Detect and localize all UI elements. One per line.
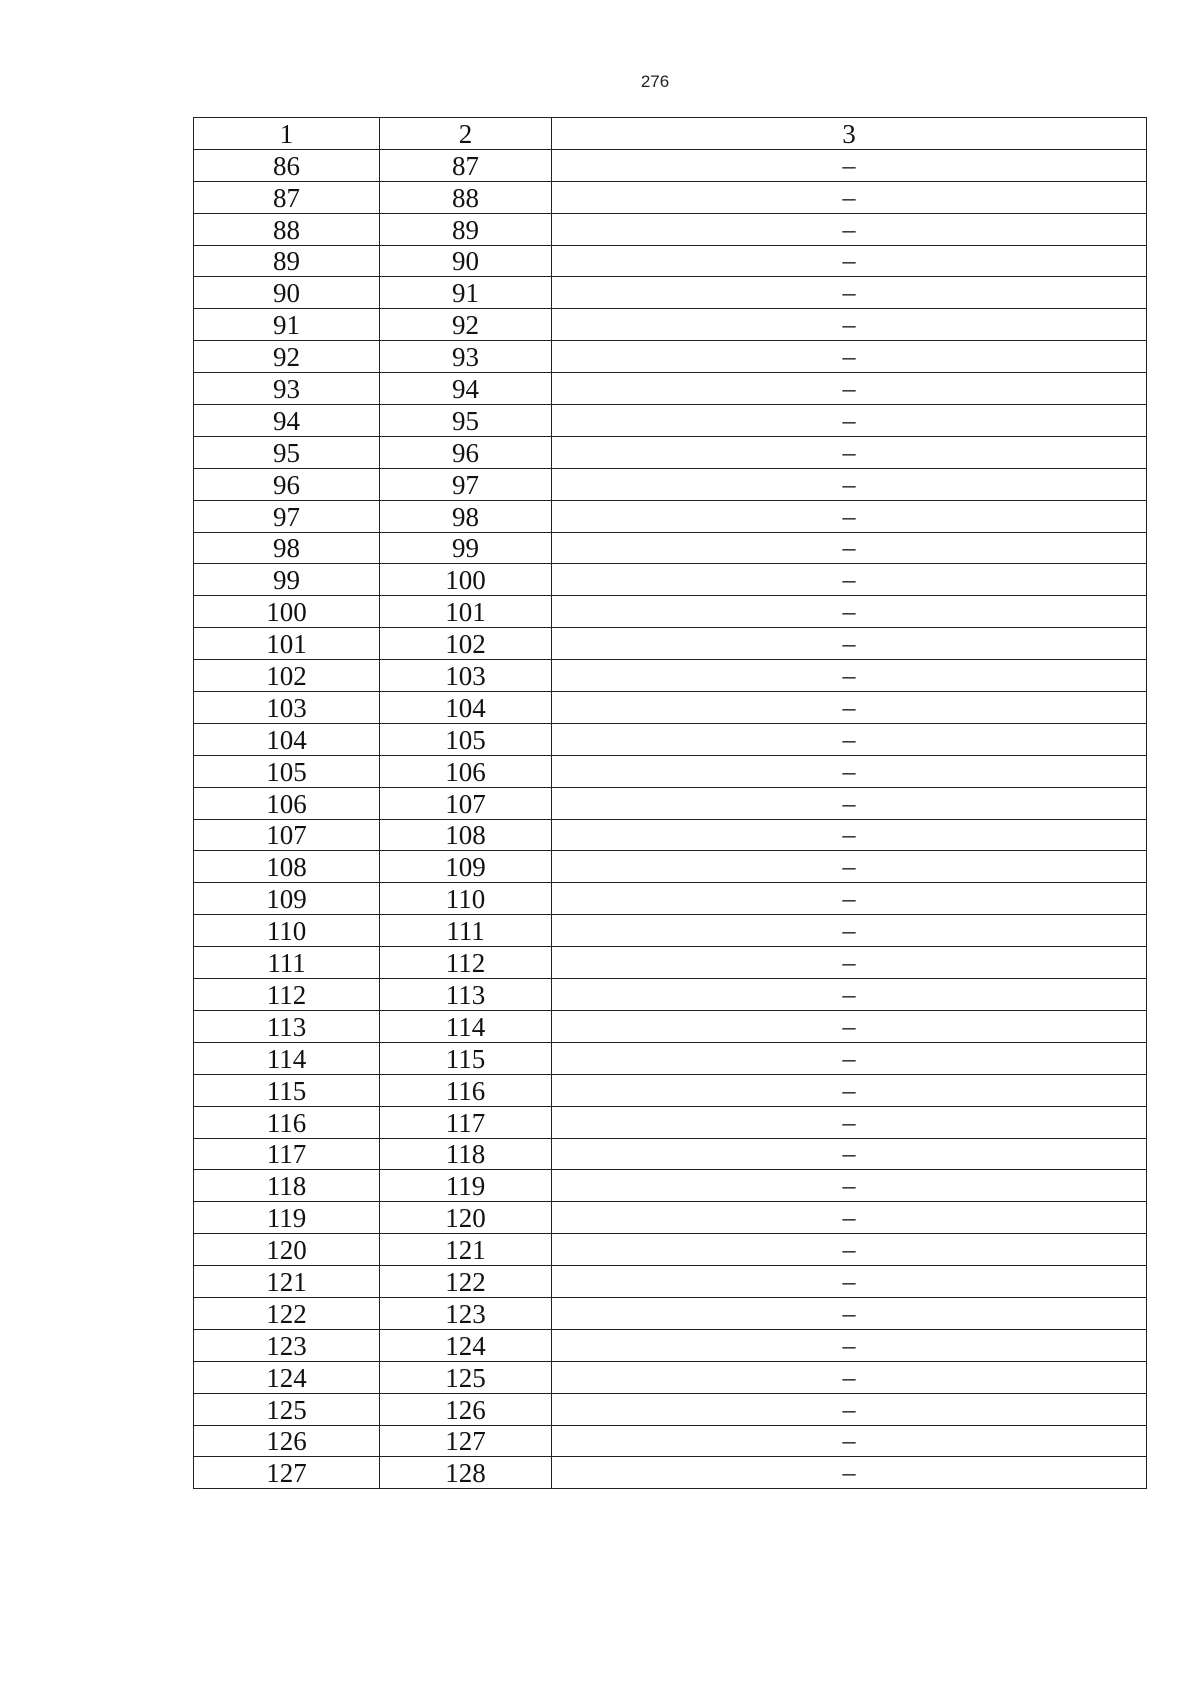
- table-cell-col-3: –: [552, 1106, 1147, 1138]
- table-cell-col-2: 116: [380, 1074, 552, 1106]
- table-cell-col-3: –: [552, 787, 1147, 819]
- table-row: [194, 373, 1147, 405]
- table-cell-col-3: –: [552, 1425, 1147, 1457]
- table-cell-col-2: 109: [380, 851, 552, 883]
- table-cell-col-1: 122: [194, 1297, 380, 1329]
- table-cell-col-3: –: [552, 692, 1147, 724]
- table-cell-col-1: 89: [194, 245, 380, 277]
- table-cell-col-1: 114: [194, 1042, 380, 1074]
- table-cell-col-2: 95: [380, 405, 552, 437]
- table-cell-col-2: 96: [380, 436, 552, 468]
- table-cell-col-3: –: [552, 660, 1147, 692]
- table-cell-col-3: –: [552, 532, 1147, 564]
- table-cell-col-1: 107: [194, 819, 380, 851]
- table-cell-col-2: 119: [380, 1170, 552, 1202]
- table-cell-col-1: 94: [194, 405, 380, 437]
- table-cell-col-2: 110: [380, 883, 552, 915]
- table-cell-col-3: –: [552, 341, 1147, 373]
- table-cell-col-3: –: [552, 1266, 1147, 1298]
- table-cell-col-1: 111: [194, 947, 380, 979]
- table-cell-col-1: 98: [194, 532, 380, 564]
- table-cell-col-2: 91: [380, 277, 552, 309]
- table-cell-col-1: 124: [194, 1361, 380, 1393]
- table-cell-col-1: 97: [194, 500, 380, 532]
- table-row: [194, 436, 1147, 468]
- page-number: 276: [640, 72, 670, 91]
- table-cell-col-3: –: [552, 1361, 1147, 1393]
- table-cell-col-3: –: [552, 947, 1147, 979]
- table-cell-col-3: –: [552, 915, 1147, 947]
- table-row: [194, 564, 1147, 596]
- table-row: [194, 1457, 1147, 1489]
- table-cell-col-2: 100: [380, 564, 552, 596]
- table-row: [194, 149, 1147, 181]
- table-cell-col-2: 101: [380, 596, 552, 628]
- header-cell-2: 2: [380, 118, 552, 150]
- table-row: [194, 883, 1147, 915]
- table-row: [194, 628, 1147, 660]
- table-row: [194, 915, 1147, 947]
- table-cell-col-3: –: [552, 1074, 1147, 1106]
- table-cell-col-3: –: [552, 1234, 1147, 1266]
- table-cell-col-1: 125: [194, 1393, 380, 1425]
- table-cell-col-1: 105: [194, 755, 380, 787]
- table-cell-col-1: 116: [194, 1106, 380, 1138]
- table-row: [194, 1266, 1147, 1298]
- table-cell-col-2: 87: [380, 149, 552, 181]
- table-cell-col-2: 92: [380, 309, 552, 341]
- table-cell-col-3: –: [552, 1457, 1147, 1489]
- table-cell-col-2: 111: [380, 915, 552, 947]
- table-cell-col-3: –: [552, 979, 1147, 1011]
- table-cell-col-1: 99: [194, 564, 380, 596]
- table-row: [194, 405, 1147, 437]
- table-cell-col-2: 99: [380, 532, 552, 564]
- table-cell-col-3: –: [552, 1297, 1147, 1329]
- table-cell-col-3: –: [552, 723, 1147, 755]
- table-cell-col-2: 120: [380, 1202, 552, 1234]
- table-row: [194, 1106, 1147, 1138]
- table-cell-col-2: 128: [380, 1457, 552, 1489]
- table-cell-col-3: –: [552, 596, 1147, 628]
- table-cell-col-3: –: [552, 1329, 1147, 1361]
- table-cell-col-1: 100: [194, 596, 380, 628]
- table-row: [194, 181, 1147, 213]
- table-cell-col-3: –: [552, 1138, 1147, 1170]
- header-row: [194, 118, 1147, 150]
- table-cell-col-3: –: [552, 373, 1147, 405]
- table-cell-col-3: –: [552, 309, 1147, 341]
- table-row: [194, 947, 1147, 979]
- table-cell-col-1: 102: [194, 660, 380, 692]
- table-row: [194, 341, 1147, 373]
- table-cell-col-3: –: [552, 405, 1147, 437]
- table-row: [194, 500, 1147, 532]
- table-cell-col-3: –: [552, 628, 1147, 660]
- table-cell-col-2: 98: [380, 500, 552, 532]
- table-row: [194, 1393, 1147, 1425]
- table-row: [194, 1329, 1147, 1361]
- table-cell-col-1: 93: [194, 373, 380, 405]
- table-cell-col-1: 112: [194, 979, 380, 1011]
- table-row: [194, 309, 1147, 341]
- table-cell-col-2: 90: [380, 245, 552, 277]
- table-cell-col-2: 121: [380, 1234, 552, 1266]
- table-row: [194, 1234, 1147, 1266]
- table-cell-col-2: 97: [380, 468, 552, 500]
- table-cell-col-1: 92: [194, 341, 380, 373]
- table-cell-col-1: 90: [194, 277, 380, 309]
- table-row: [194, 245, 1147, 277]
- table-cell-col-1: 127: [194, 1457, 380, 1489]
- table-cell-col-3: –: [552, 500, 1147, 532]
- table-cell-col-1: 86: [194, 149, 380, 181]
- table-row: [194, 1074, 1147, 1106]
- table-cell-col-2: 118: [380, 1138, 552, 1170]
- table-cell-col-3: –: [552, 883, 1147, 915]
- table-row: [194, 1202, 1147, 1234]
- table-cell-col-1: 113: [194, 1010, 380, 1042]
- table-cell-col-2: 88: [380, 181, 552, 213]
- table-cell-col-1: 117: [194, 1138, 380, 1170]
- table-cell-col-2: 117: [380, 1106, 552, 1138]
- table-cell-col-2: 124: [380, 1329, 552, 1361]
- table-row: [194, 1170, 1147, 1202]
- table-row: [194, 723, 1147, 755]
- table-cell-col-2: 115: [380, 1042, 552, 1074]
- table-cell-col-2: 106: [380, 755, 552, 787]
- table-row: [194, 1042, 1147, 1074]
- table-cell-col-1: 96: [194, 468, 380, 500]
- table-cell-col-2: 104: [380, 692, 552, 724]
- table-header: [194, 118, 1147, 150]
- table-row: [194, 1361, 1147, 1393]
- table-body: [194, 149, 1147, 1488]
- table-cell-col-3: –: [552, 1202, 1147, 1234]
- table-cell-col-2: 102: [380, 628, 552, 660]
- table-row: [194, 1138, 1147, 1170]
- table-cell-col-2: 105: [380, 723, 552, 755]
- table-row: [194, 1297, 1147, 1329]
- table-row: [194, 596, 1147, 628]
- table-cell-col-3: –: [552, 819, 1147, 851]
- table-cell-col-1: 109: [194, 883, 380, 915]
- table-cell-col-3: –: [552, 245, 1147, 277]
- table-cell-col-2: 108: [380, 819, 552, 851]
- table-cell-col-1: 103: [194, 692, 380, 724]
- table-row: [194, 213, 1147, 245]
- table-cell-col-2: 123: [380, 1297, 552, 1329]
- table-row: [194, 755, 1147, 787]
- table-cell-col-1: 121: [194, 1266, 380, 1298]
- table-row: [194, 532, 1147, 564]
- table-cell-col-3: –: [552, 1042, 1147, 1074]
- table-row: [194, 277, 1147, 309]
- table-cell-col-2: 125: [380, 1361, 552, 1393]
- table-cell-col-2: 89: [380, 213, 552, 245]
- table-row: [194, 851, 1147, 883]
- table-cell-col-3: –: [552, 436, 1147, 468]
- table-cell-col-3: –: [552, 1170, 1147, 1202]
- table-cell-col-1: 106: [194, 787, 380, 819]
- table-cell-col-3: –: [552, 564, 1147, 596]
- table-cell-col-2: 122: [380, 1266, 552, 1298]
- table-row: [194, 819, 1147, 851]
- table-row: [194, 468, 1147, 500]
- table-cell-col-2: 93: [380, 341, 552, 373]
- table-cell-col-1: 104: [194, 723, 380, 755]
- table-cell-col-2: 103: [380, 660, 552, 692]
- table-row: [194, 692, 1147, 724]
- table-cell-col-3: –: [552, 755, 1147, 787]
- table-cell-col-1: 101: [194, 628, 380, 660]
- table-cell-col-3: –: [552, 149, 1147, 181]
- table-cell-col-2: 114: [380, 1010, 552, 1042]
- table-cell-col-1: 95: [194, 436, 380, 468]
- table-cell-col-1: 110: [194, 915, 380, 947]
- table-cell-col-3: –: [552, 468, 1147, 500]
- table-cell-col-2: 107: [380, 787, 552, 819]
- table-cell-col-1: 115: [194, 1074, 380, 1106]
- table-cell-col-2: 113: [380, 979, 552, 1011]
- table-cell-col-1: 119: [194, 1202, 380, 1234]
- table-row: [194, 979, 1147, 1011]
- table-cell-col-1: 88: [194, 213, 380, 245]
- table-cell-col-2: 112: [380, 947, 552, 979]
- table-cell-col-1: 118: [194, 1170, 380, 1202]
- table-cell-col-3: –: [552, 277, 1147, 309]
- table-cell-col-2: 94: [380, 373, 552, 405]
- table-row: [194, 787, 1147, 819]
- table-cell-col-1: 126: [194, 1425, 380, 1457]
- table-cell-col-1: 91: [194, 309, 380, 341]
- table-cell-col-3: –: [552, 181, 1147, 213]
- data-table: [193, 117, 1147, 1489]
- table-cell-col-3: –: [552, 1393, 1147, 1425]
- table-cell-col-3: –: [552, 213, 1147, 245]
- table-cell-col-3: –: [552, 851, 1147, 883]
- table-cell-col-1: 123: [194, 1329, 380, 1361]
- table-cell-col-1: 120: [194, 1234, 380, 1266]
- table-cell-col-2: 127: [380, 1425, 552, 1457]
- table-cell-col-1: 108: [194, 851, 380, 883]
- table-cell-col-2: 126: [380, 1393, 552, 1425]
- header-cell-3: 3: [552, 118, 1147, 150]
- header-cell-1: 1: [194, 118, 380, 150]
- table-row: [194, 1425, 1147, 1457]
- table-row: [194, 660, 1147, 692]
- table-row: [194, 1010, 1147, 1042]
- table-cell-col-3: –: [552, 1010, 1147, 1042]
- table-cell-col-1: 87: [194, 181, 380, 213]
